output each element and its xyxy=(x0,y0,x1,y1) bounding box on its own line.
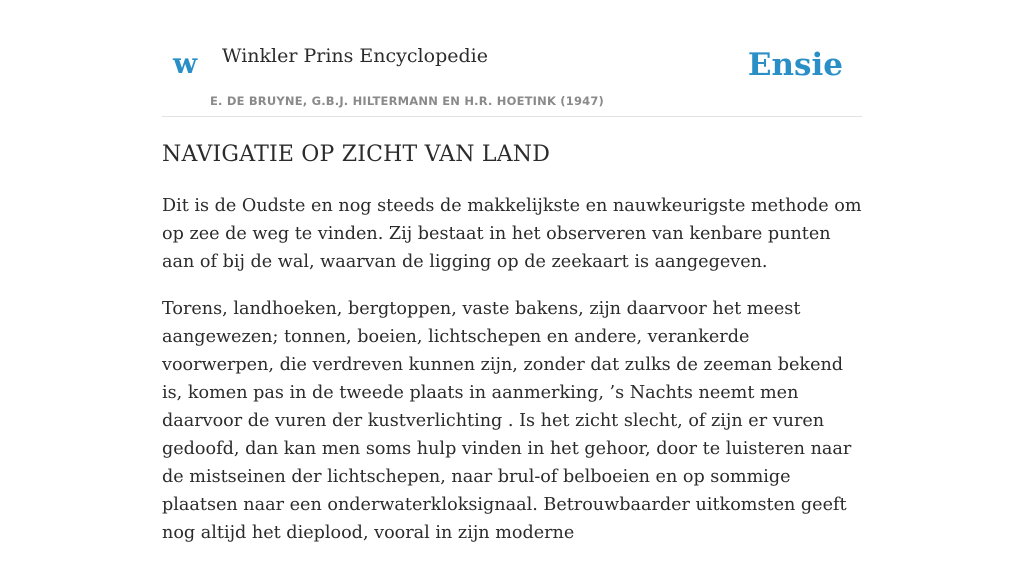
article xyxy=(162,140,862,566)
article-paragraph: Dit is de Oudste en nog steeds de makkelijkste en nauwkeurigste methode om op zee de weg te vinden. Zij bestaat in het observeren van kenbare punten aan of bij de wal, waarvan de ligging op de zeekaart is aangegeven. xyxy=(162,196,862,272)
source-title[interactable]: Winkler Prins Encyclopedie xyxy=(222,45,488,67)
winkler-prins-logo[interactable]: w xyxy=(173,47,198,80)
ensie-logo-link[interactable]: Ensie xyxy=(747,47,843,83)
source-authors: E. DE BRUYNE, G.B.J. HILTERMANN EN H.R. HOETINK (1947) xyxy=(210,94,605,108)
page-header xyxy=(162,0,862,117)
article-title: NAVIGATIE OP ZICHT VAN LAND xyxy=(162,142,551,167)
article-paragraph: Torens, landhoeken, bergtoppen, vaste bakens, zijn daarvoor het meest aangewezen; tonnen, boeien, lichtschepen en andere, verankerde voorwerpen, die verdreven kunnen zijn, zonder dat zulks de zeeman bekend is, komen pas in de tweede plaats in aanmerking, ’s Nachts neemt men daarvoor de vuren der kustverlichting . Is het zicht slecht, of zijn er vuren gedoofd, dan kan men soms hulp vinden in het gehoor, door te luisteren naar de mistseinen der lichtschepen, naar brul-of belboeien en op sommige plaatsen naar een onderwaterkloksignaal. Betrouwbaarder uitkomsten geeft nog altijd het dieplood, vooral in zijn moderne xyxy=(162,299,852,543)
